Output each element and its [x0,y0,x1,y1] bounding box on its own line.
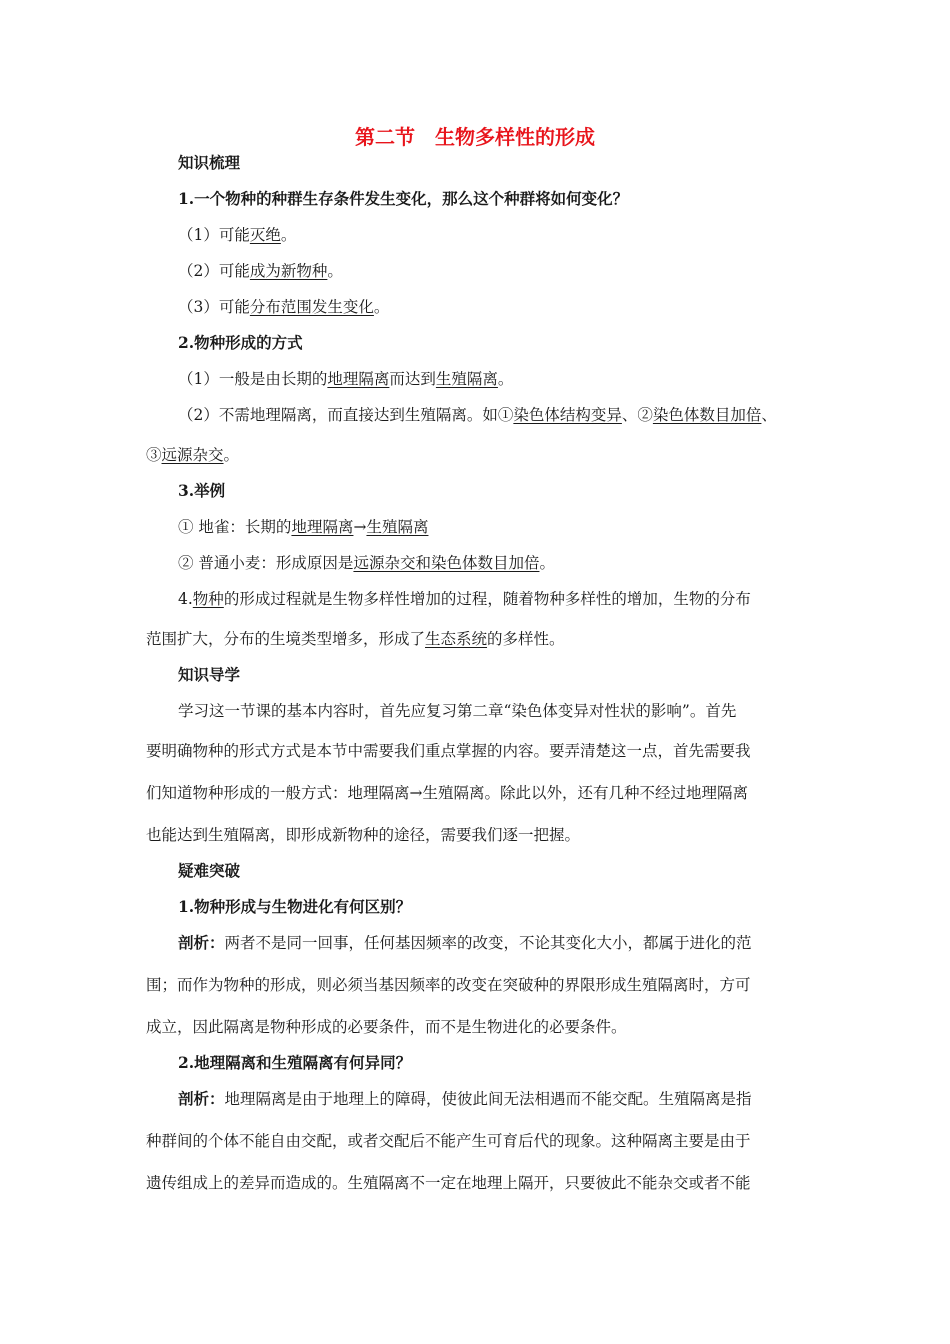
answer-2-2-cont: ③远源杂交。 [146,446,240,464]
page-title: 第二节 生物多样性的形成 [355,125,595,149]
guide-paragraph-line: 也能达到生殖隔离，即形成新物种的途径，需要我们逐一把握。 [146,826,581,844]
analysis-label: 剖析： [178,1089,225,1108]
answer-1-2: （2）可能成为新物种。 [178,262,343,280]
fill-blank: 分布范围发生变化 [249,298,374,316]
point-4-line-1: 4.物种的形成过程就是生物多样性增加的过程，随着物种多样性的增加，生物的分布 [178,590,751,608]
difficulty-question-1: 1.物种形成与生物进化有何区别？ [178,897,412,916]
example-1: ① 地雀：长期的地理隔离→生殖隔离 [178,518,429,536]
example-2: ② 普通小麦：形成原因是远源杂交和染色体数目加倍。 [178,554,555,572]
fill-blank: 生态系统 [425,630,488,648]
analysis-2-line: 剖析：地理隔离是由于地理上的障碍，使彼此间无法相遇而不能交配。生殖隔离是指 [178,1089,752,1108]
difficulty-question-2: 2.地理隔离和生殖隔离有何异同？ [178,1053,412,1072]
fill-blank: 成为新物种 [249,262,328,280]
fill-blank: 生殖隔离 [366,518,429,536]
answer-2-1: （1）一般是由长期的地理隔离而达到生殖隔离。 [178,370,514,388]
guide-paragraph-line: 要明确物种的形式方式是本节中需要我们重点掌握的内容。要弄清楚这一点，首先需要我 [146,742,751,760]
answer-1-1: （1）可能灭绝。 [178,226,297,244]
answer-1-3: （3）可能分布范围发生变化。 [178,298,390,316]
fill-blank: 染色体数目加倍 [652,406,762,424]
section-heading-guide: 知识导学 [178,665,241,684]
section-heading-knowledge: 知识梳理 [178,153,241,172]
analysis-1-line: 成立，因此隔离是物种形成的必要条件，而不是生物进化的必要条件。 [146,1018,627,1036]
guide-paragraph-line: 们知道物种形成的一般方式：地理隔离→生殖隔离。除此以外，还有几种不经过地理隔离 [146,784,748,802]
point-4-line-2: 范围扩大，分布的生境类型增多，形成了生态系统的多样性。 [146,630,565,648]
arrow-icon: → [353,518,367,536]
analysis-2-line: 种群间的个体不能自由交配，或者交配后不能产生可育后代的现象。这种隔离主要是由于 [146,1132,751,1150]
question-1: 1.一个物种的种群生存条件发生变化，那么这个种群将如何变化？ [178,189,629,208]
fill-blank: 染色体结构变异 [513,406,622,424]
analysis-2-line: 遗传组成上的差异而造成的。生殖隔离不一定在地理上隔开，只要彼此不能杂交或者不能 [146,1174,751,1192]
guide-paragraph-line: 学习这一节课的基本内容时，首先应复习第二章“染色体变异对性状的影响”。首先 [178,702,737,720]
fill-blank: 远源杂交和染色体数目加倍 [353,554,540,572]
fill-blank: 远源杂交 [161,446,224,464]
fill-blank: 地理隔离 [291,518,354,536]
analysis-label: 剖析： [178,933,225,952]
answer-2-2: （2）不需地理隔离，而直接达到生殖隔离。如①染色体结构变异、②染色体数目加倍、 [178,406,777,424]
fill-blank: 地理隔离 [327,370,390,388]
question-2: 2.物种形成的方式 [178,333,303,352]
fill-blank: 生殖隔离 [435,370,498,388]
analysis-1-line: 围；而作为物种的形成，则必须当基因频率的改变在突破种的界限形成生殖隔离时，方可 [146,976,751,994]
question-3: 3.举例 [178,481,226,500]
section-heading-difficulties: 疑难突破 [178,861,241,880]
fill-blank: 物种 [192,590,224,608]
analysis-1-line: 剖析：两者不是同一回事，任何基因频率的改变，不论其变化大小，都属于进化的范 [178,933,752,952]
fill-blank: 灭绝 [249,226,281,244]
